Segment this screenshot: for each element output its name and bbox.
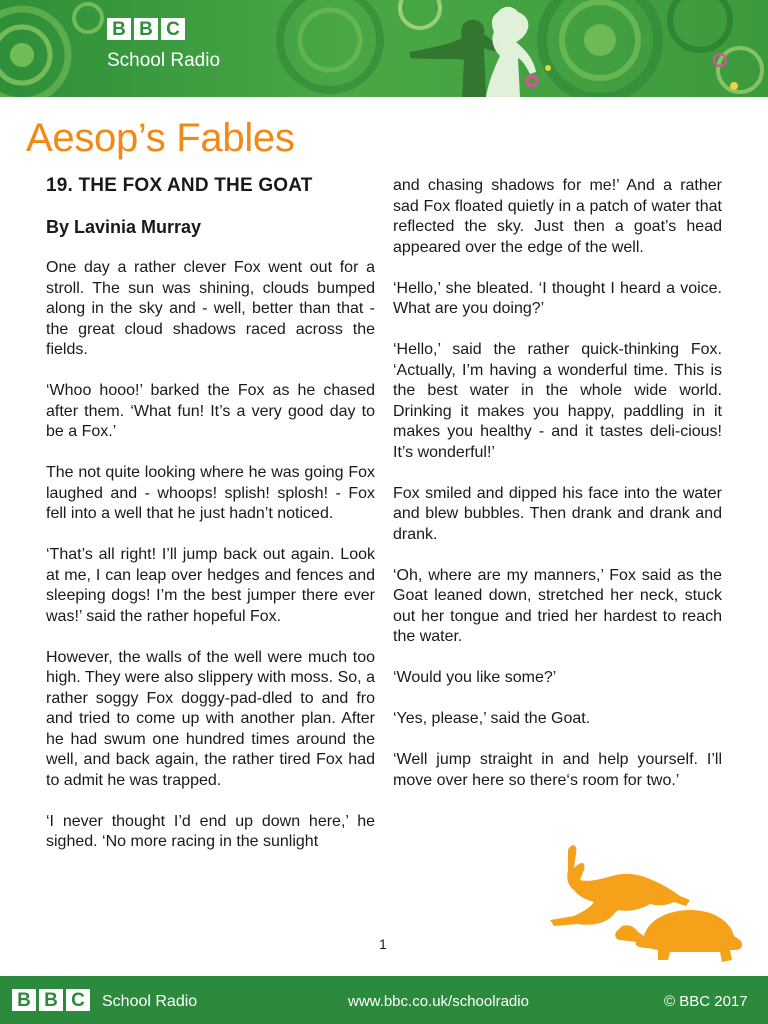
paragraph: However, the walls of the well were much too high. They were also slippery with moss. So, a rather soggy Fox doggy-pad-dled to and fro and tried to come up with another plan. After he had swum one hundred times around the well, and back again, the rather tired Fox had to admit he was trapped. [46,648,375,789]
paragraph: ‘I never thought I’d end up down here,’ he sighed. ‘No more racing in the sunlight [46,812,375,850]
series-title: Aesop’s Fables [26,116,295,160]
tortoise-icon [615,910,742,962]
paragraph: The not quite looking where he was going Fox laughed and - whoops! splish! splosh! - Fox fell into a well that he just hadn’t noticed. [46,464,375,522]
paragraph: ‘Hello,’ she bleated. ‘I thought I heard a voice. What are you doing?’ [393,279,722,317]
story-author: By Lavinia Murray [46,217,202,237]
header-banner [0,0,768,97]
story-column-left [46,175,375,873]
child-silhouette-icon [410,20,502,97]
logo-letter: B [134,18,158,40]
paragraph: ‘Whoo hooo!’ barked the Fox as he chased after them. ‘What fun! It’s a very good day to be a Fox.’ [46,382,375,440]
banner-decoration [0,0,768,97]
bbc-logo[interactable] [107,18,185,40]
footer-bar [0,976,768,1024]
story-title: 19. THE FOX AND THE GOAT [46,175,313,196]
paragraph: Fox smiled and dipped his face into the water and blew bubbles. Then drank and drank and drank. [393,484,722,543]
logo-letter: B [107,18,131,40]
logo-letter: B [39,989,63,1011]
paragraph: ‘Well jump straight in and help yourself. I’ll move over here so there‘s room for two.’ [393,751,722,789]
paragraph: ‘That’s all right! I’ll jump back out again. Look at me, I can leap over hedges and fences and sleeping dogs! I’m the best jumper there ever was!’ said the rather hopeful Fox. [46,546,375,625]
paragraph: ‘Yes, please,’ said the Goat. [393,710,591,727]
footer-url-link[interactable]: www.bbc.co.uk/schoolradio [348,993,529,1010]
paragraph: One day a rather clever Fox went out for a stroll. The sun was shining, clouds bumped along in the sky and - well, better than that - the great cloud shadows raced across the fields. [46,259,375,358]
logo-letter: C [161,18,185,40]
logo-letter: B [12,989,36,1011]
story-column-right [393,176,722,812]
paragraph: ‘Oh, where are my manners,’ Fox said as the Goat leaned down, stretched her neck, stuck out her tongue and tried her hardest to reach the water. [393,566,722,645]
logo-letter: C [66,989,90,1011]
footer-title: School Radio [102,993,198,1010]
hare-tortoise-illustration [540,840,750,970]
footer-bbc-logo[interactable] [12,989,90,1011]
paragraph: and chasing shadows for me!’ And a rather sad Fox floated quietly in a patch of water that reflected the sky. Just then a goat’s head appeared over the edge of the well. [393,177,722,256]
paragraph: ‘Hello,’ said the rather quick-thinking Fox. ‘Actually, I’m having a wonderful time. This is the best water in the whole wide world. Drinking it makes you happy, paddling in it makes you healthy - and it tastes deli-cious! It’s wonderful!’ [393,341,722,461]
footer-copyright: © BBC 2017 [664,993,748,1010]
banner-title: School Radio [107,50,221,71]
paragraph: ‘Would you like some?’ [393,669,557,686]
page-number: 1 [379,936,387,952]
